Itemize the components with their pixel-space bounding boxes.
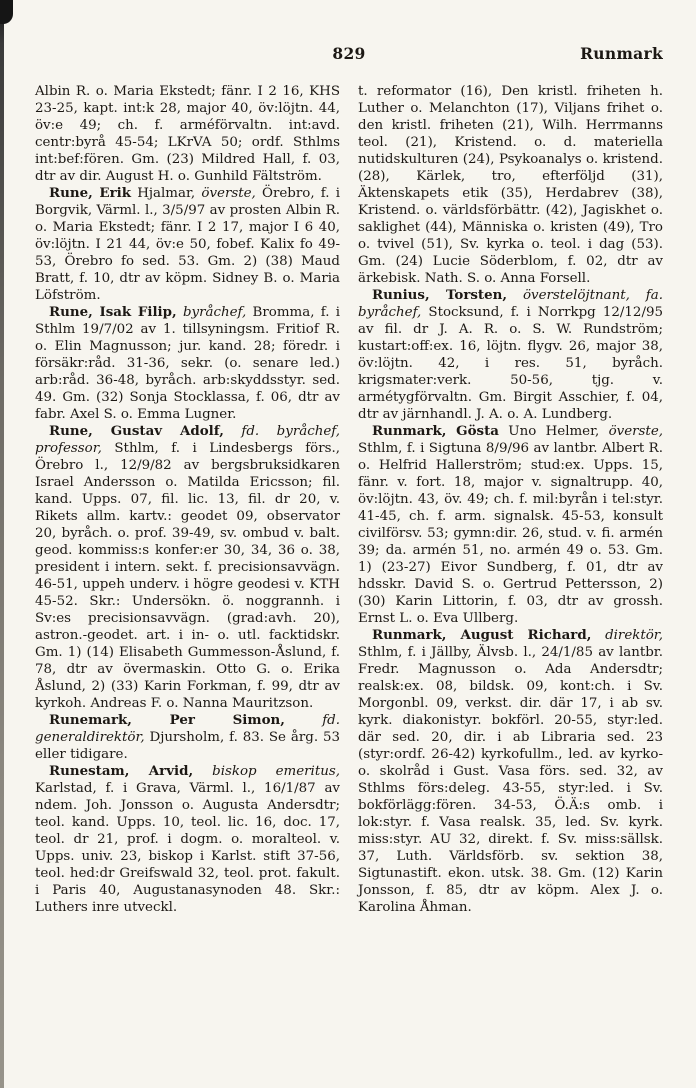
- text-segment: Rune, Isak Filip,: [49, 304, 177, 320]
- text-segment: Runemark, Per Simon,: [49, 712, 285, 728]
- text-segment: Rune, Gustav Adolf,: [49, 423, 224, 439]
- text-segment: [193, 764, 212, 779]
- text-segment: [507, 288, 523, 303]
- text-segment: t. reformator (16), Den kristl. friheten h. Luther o. Melanchton (17), Viljans frihet o. den kristl. friheten (21), Wilh. Herrmanns teol. (21), Kristend. o. d. materiella nutidskulturen (24), Psykoanalys o. kristend. (28), Kärlek, tro, efterföljd (31), Äktenskapets etik (35), Herdabrev (38), Kristend. o. världsförbättr. (42), Jagiskhet o. saklighet (44), Människa o. kristen (49), Tro o. tvivel (51), Sv. kyrka o. teol. i dag (53). Gm. (24) Lucie Söderblom, f. 02, dtr av ärkebisk. Nath. S. o. Anna Forsell.: [358, 84, 663, 286]
- text-segment: fd. byråchef, professor,: [35, 424, 340, 456]
- text-segment: direktör,: [605, 628, 663, 643]
- text-segment: Albin R. o. Maria Ekstedt; fänr. I 2 16, KHS 23-25, kapt. int:k 28, major 40, öv:löjtn. 44, öv:e 49; ch. f. arméförvaltn. int:avd. centr:byrå 45-54; LKrVA 50; ordf. Sthlms int:bef:fören. Gm. (23) Mildred Hall, f. 03, dtr av dir. August H. o. Gunhild Fältström.: [35, 84, 340, 184]
- entry-paragraph: [35, 185, 340, 304]
- text-segment: Karlstad, f. i Grava, Värml. l., 16/1/87 av ndem. Joh. Jonsson o. Augusta Andersdtr; teol. kand. Upps. 10, teol. lic. 16, doc. 17, teol. dr 21, prof. i dogm. o. moralteol. v. Upps. univ. 23, biskop i Karlst. stift 37-56, teol. hed:dr Greifswald 32, teol. prot. fakult. i Paris 40, Augustanasynoden 48. Skr.: Luthers inre utveckl.: [35, 781, 340, 915]
- text-segment: fd. generaldirektör,: [35, 713, 340, 745]
- scan-corner-artifact: [0, 0, 13, 24]
- text-segment: överstelöjtnant, fa. byråchef,: [358, 288, 663, 320]
- text-segment: [224, 424, 242, 439]
- text-segment: Uno Helmer,: [498, 424, 609, 439]
- entry-paragraph: [358, 423, 663, 627]
- text-segment: Hjalmar,: [131, 186, 202, 201]
- text-segment: Sthlm, f. i Jällby, Älvsb. l., 24/1/85 av lantbr. Fredr. Magnusson o. Ada Andersdtr; realsk:ex. 08, bildsk. 09, kont:ch. i Sv. Morgonbl. 09, verkst. dir. där 17, i ab sv. kyrk. diakonistyr. bokförl. 20-55, styr:led. där sed. 20, dir. i ab Libraria sed. 23 (styr:ordf. 26-42) kyrkofullm., led. av kyrko- o. skolråd i Gust. Vasa förs. sed. 32, av Sthlms förs:deleg. 43-55, styr:led. i Sv. bokförlägg:fören. 34-53, Ö.Ä:s omb. i lok:styr. f. Vasa realsk. 35, led. Sv. kyrk. miss:styr. AU 32, direkt. f. Sv. miss:sällsk. 37, Luth. Världsförb. sv. sektion 38, Sigtunastift. ekon. utsk. 38. Gm. (12) Karin Jonsson, f. 85, dtr av köpm. Alex J. o. Karolina Åhman.: [358, 645, 663, 915]
- text-segment: Örebro, f. i Borgvik, Värml. l., 3/5/97 av prosten Albin R. o. Maria Ekstedt; fänr. I 2 17, major I 6 40, öv:löjtn. I 21 44, öv:e 50, fobef. Kalix fo 49-53, Örebro fo sed. 53. Gm. 2) (38) Maud Bratt, f. 10, dtr av köpm. Sidney B. o. Maria Löfström.: [35, 186, 340, 303]
- entry-paragraph: [35, 83, 340, 185]
- entry-paragraph: [358, 627, 663, 916]
- text-segment: Bromma, f. i Sthlm 19/7/02 av 1. tillsyningsm. Fritiof R. o. Elin Magnusson; jur. kand. 28; föredr. i försäkr:råd. 31-36, sekr. (o. senare led.) arb:råd. 36-48, byråch. arb:skyddsstyr. sed. 49. Gm. (32) Sonja Stocklassa, f. 06, dtr av fabr. Axel S. o. Emma Lugner.: [35, 305, 340, 422]
- text-segment: Runius, Torsten,: [372, 287, 508, 303]
- text-segment: Sthlm, f. i Lindesbergs förs., Örebro l., 12/9/82 av bergsbruksidkaren Israel Andersson o. Matilda Ericsson; fil. kand. Upps. 07, fil. lic. 13, fil. dr 20, v. Rikets allm. kartv.: geodet 09, observator 20, byråch. o. prof. 39-49, sv. ombud v. balt. geod. kommiss:s konfer:er 30, 34, 36 o. 38, president i intern. sekt. f. precisionsavvägn. 46-51, uppeh underv. i högre geodesi v. KTH 45-52. Skr.: Undersökn. ö. noggrannh. i Sv:es precisionsavvägn. (grad:avh. 20), astron.-geodet. art. i in- o. utl. facktidskr. Gm. 1) (14) Elisabeth Gummesson-Åslund, f. 78, dtr av övermaskin. Otto G. o. Erika Åslund, 2) (33) Karin Forkman, f. 99, dtr av kyrkoh. Andreas F. o. Nanna Mauritzson.: [35, 441, 340, 711]
- entry-paragraph: [35, 304, 340, 423]
- entry-paragraph: [35, 763, 340, 916]
- entry-paragraph: [358, 287, 663, 423]
- page-header: [35, 44, 663, 66]
- text-segment: Rune, Erik: [49, 185, 132, 201]
- text-segment: biskop emeritus,: [212, 764, 340, 779]
- text-segment: överste,: [201, 186, 256, 201]
- text-columns: [35, 83, 663, 916]
- text-segment: Stocksund, f. i Norrkpg 12/12/95 av fil. dr J. A. R. o. S. W. Rundström; kustart:off:ex. 16, löjtn. flygv. 26, major 38, öv:löjtn. 42, i res. 51, byråch. krigsmater:verk. 50-56, tjg. v. armétygförvaltn. Gm. Birgit Asschier, f. 04, dtr av järnhandl. J. A. o. A. Lundberg.: [358, 305, 663, 422]
- entry-paragraph: [35, 712, 340, 763]
- entry-paragraph: [35, 423, 340, 712]
- text-segment: [285, 713, 322, 728]
- text-segment: byråchef,: [182, 305, 247, 320]
- header-keyword: Runmark: [580, 44, 663, 63]
- right-column: [358, 83, 663, 916]
- page-number: 829: [332, 44, 366, 63]
- text-segment: Sthlm, f. i Sigtuna 8/9/96 av lantbr. Albert R. o. Helfrid Hallerström; stud:ex. Upps. 15, fänr. v. fort. 18, major v. signaltrupp. 40, öv:löjtn. 43, öv. 49; ch. f. mil:byrån i tel:styr. 41-45, ch. f. arm. signalsk. 45-53, konsult civilförsv. 53; gymn:dir. 26, stud. v. fi. armén 39; da. armén 51, no. armén 49 o. 53. Gm. 1) (23-27) Eivor Sundberg, f. 01, dtr av hdsskr. David S. o. Gertrud Pettersson, 2) (30) Karin Littorin, f. 03, dtr av grossh. Ernst L. o. Eva Ullberg.: [358, 441, 663, 626]
- entry-paragraph: [358, 83, 663, 287]
- text-segment: Runestam, Arvid,: [49, 763, 194, 779]
- scan-edge-artifact: [0, 0, 4, 1088]
- text-segment: överste,: [608, 424, 663, 439]
- text-segment: Djursholm, f. 83. Se årg. 53 eller tidigare.: [35, 730, 340, 762]
- text-segment: Runmark, Gösta: [372, 423, 499, 439]
- page-content: [35, 44, 663, 916]
- left-column: [35, 83, 340, 916]
- text-segment: Runmark, August Richard,: [372, 627, 592, 643]
- text-segment: [591, 628, 605, 643]
